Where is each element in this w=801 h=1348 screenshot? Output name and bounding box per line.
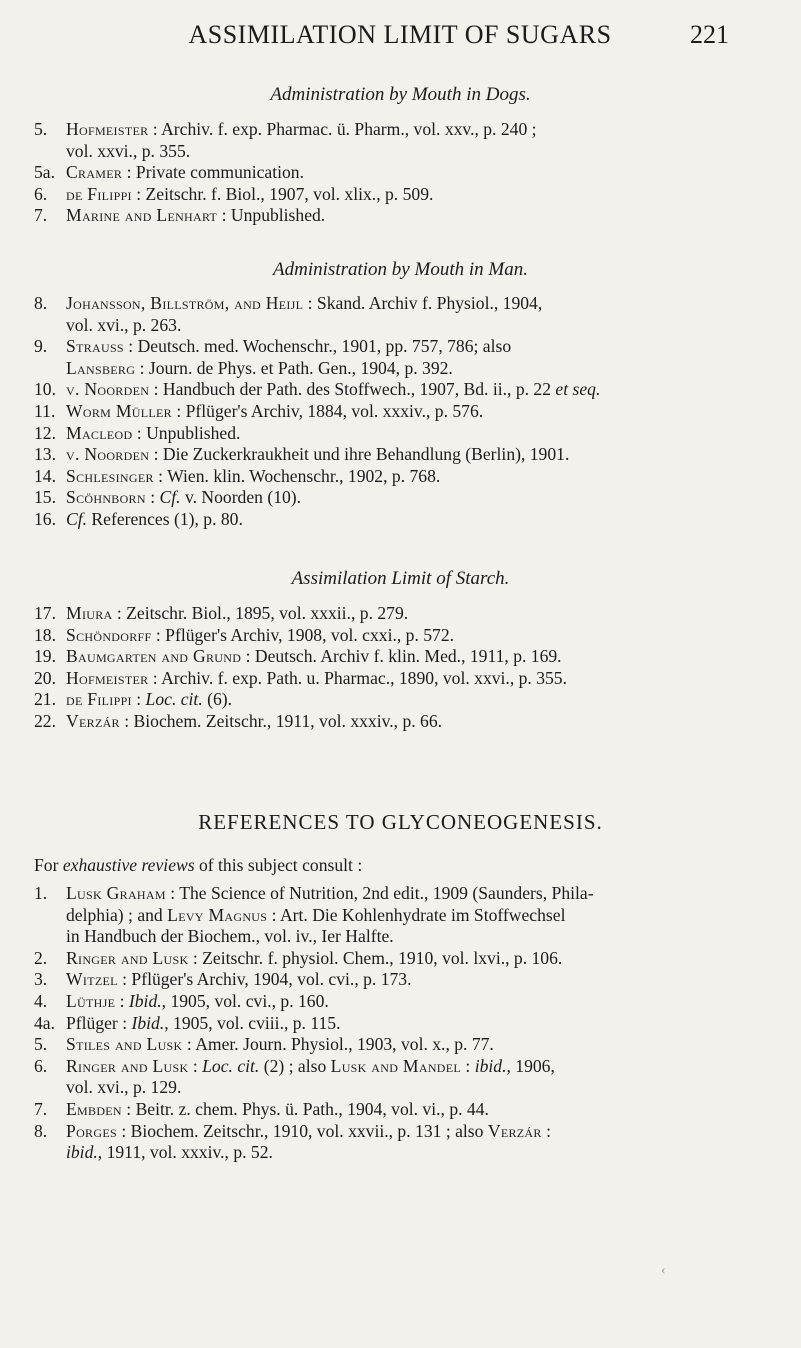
reference-text	[66, 603, 746, 625]
reference-text	[66, 948, 746, 970]
reference-line: Pflüger : Ibid., 1905, vol. cviii., p. 115.	[66, 1012, 341, 1033]
reference-text	[66, 184, 746, 206]
reference-author: Scöhnborn	[66, 487, 146, 508]
reference-item	[0, 509, 801, 531]
reference-number: 6.	[34, 183, 48, 204]
reference-author: Worm Müller	[66, 400, 172, 421]
reference-number: 5.	[34, 1034, 48, 1055]
reference-text	[66, 401, 746, 423]
reference-number: 4a.	[34, 1012, 56, 1033]
reference-line: Ringer and Lusk : Zeitschr. f. physiol. Chem., 1910, vol. lxvi., p. 106.	[66, 947, 563, 968]
reference-number: 5.	[34, 119, 48, 139]
reference-item	[0, 119, 801, 162]
reference-list-glyconeogenesis	[0, 883, 801, 1164]
reference-number: 8.	[34, 293, 48, 313]
reference-author: Porges	[66, 1120, 117, 1141]
reference-line: v. Noorden : Die Zuckerkraukheit und ihre Behandlung (Berlin), 1901.	[66, 444, 570, 465]
reference-item	[0, 948, 801, 970]
reference-list-man	[0, 293, 801, 531]
reference-number: 10.	[34, 379, 56, 400]
reference-text	[66, 1013, 746, 1035]
reference-author: Ringer and Lusk	[66, 1055, 189, 1076]
reference-number: 14.	[34, 465, 56, 486]
reference-text	[66, 293, 746, 336]
page-mark: ‹	[661, 1263, 666, 1278]
section-heading-dogs: Administration by Mouth in Dogs.	[270, 84, 531, 105]
reference-number: 5a.	[34, 162, 56, 183]
reference-number: 9.	[34, 336, 48, 357]
reference-author: Hofmeister	[66, 667, 149, 688]
reference-item	[0, 668, 801, 690]
reference-author: Embden	[66, 1098, 122, 1119]
reference-line: Witzel : Pflüger's Archiv, 1904, vol. cvi., p. 173.	[66, 969, 412, 990]
reference-author: Strauss	[66, 336, 124, 357]
reference-item	[0, 646, 801, 668]
reference-line: Schlesinger : Wien. klin. Wochenschr., 1902, p. 768.	[66, 465, 441, 486]
reference-text	[66, 336, 746, 379]
reference-line: Macleod : Unpublished.	[66, 422, 241, 443]
reference-item	[0, 205, 801, 227]
reference-line: Ringer and Lusk : Loc. cit. (2) ; also Lusk and Mandel : ibid., 1906,	[66, 1055, 555, 1076]
reference-author: v. Noorden	[66, 379, 150, 400]
reference-text	[66, 205, 746, 227]
reference-author: Baumgarten and Grund	[66, 646, 242, 667]
reference-line: de Filippi : Loc. cit. (6).	[66, 689, 233, 710]
reference-text	[66, 379, 746, 401]
reference-text	[66, 423, 746, 445]
reference-line: Strauss : Deutsch. med. Wochenschr., 1901, pp. 757, 786; also	[66, 336, 512, 357]
reference-author: Verzár	[66, 710, 120, 731]
reference-text	[66, 1056, 746, 1099]
reference-author: v. Noorden	[66, 444, 150, 465]
reference-text	[66, 444, 746, 466]
reference-item	[0, 883, 801, 948]
page-number: 221	[690, 20, 729, 49]
reference-line: Scöhnborn : Cf. v. Noorden (10).	[66, 487, 302, 508]
reference-item	[0, 1034, 801, 1056]
reference-item	[0, 162, 801, 184]
reference-line: Stiles and Lusk : Amer. Journ. Physiol., 1903, vol. x., p. 77.	[66, 1034, 494, 1055]
reference-line: Lansberg : Journ. de Phys. et Path. Gen., 1904, p. 392.	[66, 357, 453, 378]
reference-item	[0, 379, 801, 401]
reference-item	[0, 1121, 801, 1164]
reference-number: 11.	[34, 400, 56, 421]
reference-line: Lüthje : Ibid., 1905, vol. cvi., p. 160.	[66, 990, 329, 1011]
reference-line: Hofmeister : Archiv. f. exp. Path. u. Pharmac., 1890, vol. xxvi., p. 355.	[66, 667, 568, 688]
reference-author: de Filippi	[66, 183, 132, 204]
reference-item	[0, 487, 801, 509]
reference-line: delphia) ; and Levy Magnus : Art. Die Kohlenhydrate im Stoffwechsel	[66, 904, 566, 925]
reference-line: Cramer : Private communication.	[66, 162, 304, 183]
reference-number: 22.	[34, 710, 56, 731]
section-heading-man: Administration by Mouth in Man.	[273, 259, 528, 280]
reference-item	[0, 625, 801, 647]
reference-number: 12.	[34, 422, 56, 443]
reference-text	[66, 487, 746, 509]
reference-text	[66, 689, 746, 711]
reference-item	[0, 1013, 801, 1035]
reference-author: Witzel	[66, 969, 118, 990]
reference-text	[66, 668, 746, 690]
reference-number: 21.	[34, 689, 56, 710]
reference-item	[0, 423, 801, 445]
reference-number: 18.	[34, 624, 56, 645]
reference-number: 19.	[34, 646, 56, 667]
reference-author: Schlesinger	[66, 465, 154, 486]
reference-item	[0, 991, 801, 1013]
reference-line: Marine and Lenhart : Unpublished.	[66, 205, 326, 226]
reference-line: Baumgarten and Grund : Deutsch. Archiv f. klin. Med., 1911, p. 169.	[66, 646, 562, 667]
reference-line: vol. xxvi., p. 355.	[66, 140, 191, 161]
reference-number: 3.	[34, 969, 48, 990]
reference-author: Johansson, Billström, and Heijl	[66, 293, 304, 313]
reference-line: Lusk Graham : The Science of Nutrition, 2nd edit., 1909 (Saunders, Phila-	[66, 883, 594, 903]
reference-author: Lüthje	[66, 990, 116, 1011]
reference-list-dogs	[0, 119, 801, 227]
reference-number: 8.	[34, 1120, 48, 1141]
reference-line: Johansson, Billström, and Heijl : Skand. Archiv f. Physiol., 1904,	[66, 293, 543, 313]
reference-number: 2.	[34, 947, 48, 968]
reference-number: 7.	[34, 205, 48, 226]
reference-author: Miura	[66, 603, 113, 623]
reference-item	[0, 711, 801, 733]
reference-author: Macleod	[66, 422, 133, 443]
reference-text	[66, 162, 746, 184]
reference-text	[66, 1034, 746, 1056]
reference-text	[66, 1099, 746, 1121]
reference-item	[0, 184, 801, 206]
reference-number: 7.	[34, 1098, 48, 1119]
reference-list-starch	[0, 603, 801, 733]
running-head-title: ASSIMILATION LIMIT OF SUGARS	[188, 20, 612, 49]
reference-text	[66, 991, 746, 1013]
reference-line: v. Noorden : Handbuch der Path. des Stoffwech., 1907, Bd. ii., p. 22 et seq.	[66, 379, 601, 400]
reference-line: vol. xvi., p. 263.	[66, 314, 182, 335]
reference-number: 15.	[34, 487, 56, 508]
reference-number: 16.	[34, 508, 56, 529]
running-head	[0, 20, 801, 60]
reference-author: Ringer and Lusk	[66, 947, 189, 968]
reference-text	[66, 625, 746, 647]
reference-line: Porges : Biochem. Zeitschr., 1910, vol. xxvii., p. 131 ; also Verzár :	[66, 1120, 551, 1141]
reference-text	[66, 969, 746, 991]
reference-number: 4.	[34, 990, 48, 1011]
reference-line: Hofmeister : Archiv. f. exp. Pharmac. ü. Pharm., vol. xxv., p. 240 ;	[66, 119, 537, 139]
reference-item	[0, 466, 801, 488]
glyconeogenesis-heading: REFERENCES TO GLYCONEOGENESIS.	[198, 810, 603, 834]
reference-item	[0, 1056, 801, 1099]
reference-line: Verzár : Biochem. Zeitschr., 1911, vol. xxxiv., p. 66.	[66, 710, 443, 731]
reference-number: 6.	[34, 1055, 48, 1076]
reference-line: de Filippi : Zeitschr. f. Biol., 1907, vol. xlix., p. 509.	[66, 183, 434, 204]
reference-line: Schöndorff : Pflüger's Archiv, 1908, vol. cxxi., p. 572.	[66, 624, 455, 645]
reference-number: 20.	[34, 667, 56, 688]
reference-text	[66, 711, 746, 733]
section-heading-starch: Assimilation Limit of Starch.	[291, 568, 510, 589]
reference-text	[66, 883, 746, 948]
reference-line: Miura : Zeitschr. Biol., 1895, vol. xxxii., p. 279.	[66, 603, 409, 623]
reference-author: Cramer	[66, 162, 123, 183]
reference-item	[0, 401, 801, 423]
reference-line: vol. xvi., p. 129.	[66, 1077, 182, 1098]
reference-author: Schöndorff	[66, 624, 152, 645]
reference-item	[0, 293, 801, 336]
reference-text	[66, 646, 746, 668]
reference-item	[0, 336, 801, 379]
reference-number: 17.	[34, 603, 56, 623]
reference-line: in Handbuch der Biochem., vol. iv., Ier Halfte.	[66, 926, 394, 947]
reference-line: ibid., 1911, vol. xxxiv., p. 52.	[66, 1142, 273, 1163]
reference-item	[0, 603, 801, 625]
reference-number: 1.	[34, 883, 48, 903]
reference-number: 13.	[34, 444, 56, 465]
reference-author: de Filippi	[66, 689, 132, 710]
reference-item	[0, 689, 801, 711]
reference-line: Worm Müller : Pflüger's Archiv, 1884, vol. xxxiv., p. 576.	[66, 400, 484, 421]
reference-author: Lusk Graham	[66, 883, 166, 903]
reference-item	[0, 1099, 801, 1121]
reference-line: Embden : Beitr. z. chem. Phys. ü. Path., 1904, vol. vi., p. 44.	[66, 1098, 489, 1119]
glyconeogenesis-intro: For exhaustive reviews of this subject consult :	[34, 855, 363, 875]
reference-text	[66, 509, 746, 531]
reference-author: Hofmeister	[66, 119, 149, 139]
reference-item	[0, 969, 801, 991]
reference-item	[0, 444, 801, 466]
reference-text	[66, 1121, 746, 1164]
reference-line: Cf. References (1), p. 80.	[66, 508, 243, 529]
reference-text	[66, 466, 746, 488]
reference-text	[66, 119, 746, 162]
reference-author: Stiles and Lusk	[66, 1034, 183, 1055]
reference-author: Marine and Lenhart	[66, 205, 218, 226]
